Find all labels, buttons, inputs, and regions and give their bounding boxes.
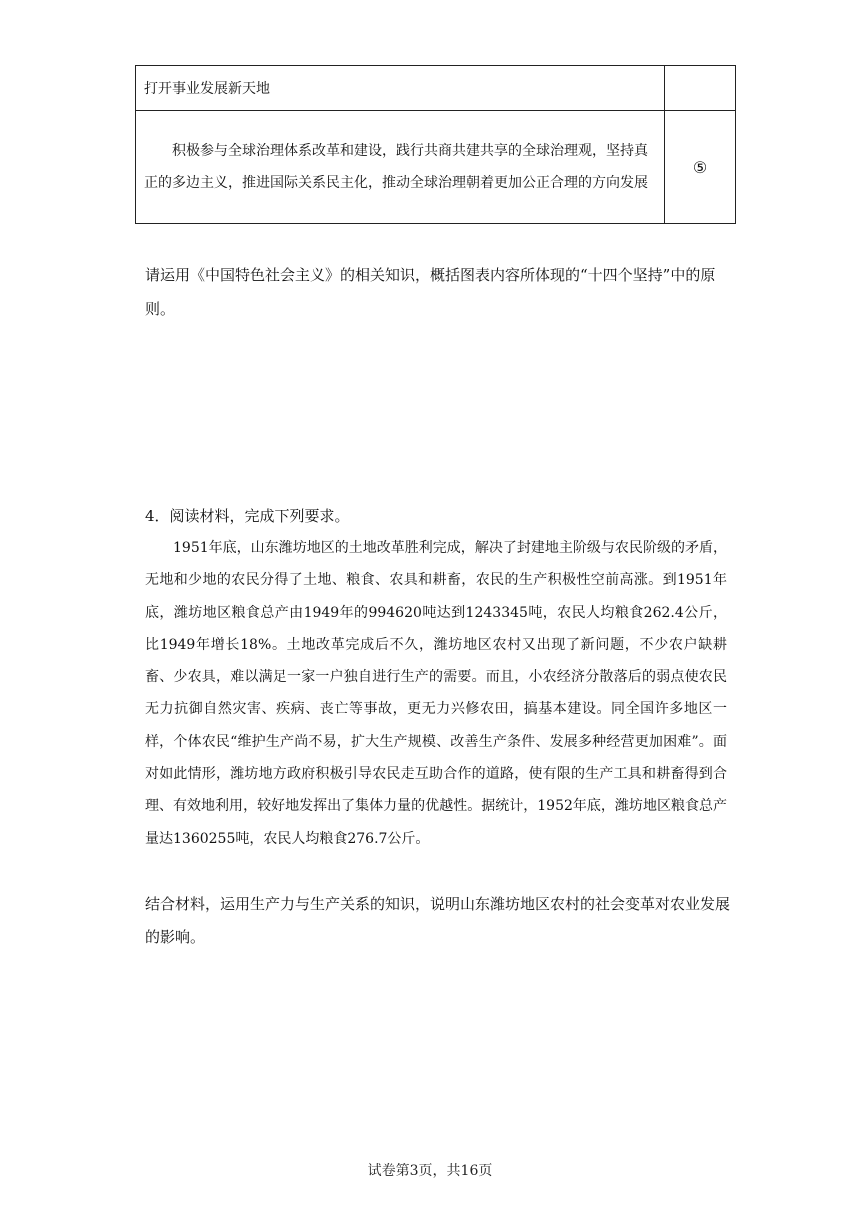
question-4-heading: 4．阅读材料，完成下列要求。 bbox=[145, 507, 350, 525]
table-cell-text bbox=[136, 111, 665, 224]
table-cell-content: 积极参与全球治理体系改革和建设，践行共商共建共享的全球治理观，坚持真正的多边主义，推进国际关系民主化，推动全球治理朝着更加公正合理的方向发展 bbox=[144, 143, 648, 191]
table-cell-text: 打开事业发展新天地 bbox=[136, 66, 665, 111]
page-footer: 试卷第3页，共16页 bbox=[367, 1163, 493, 1179]
principles-table bbox=[135, 65, 736, 224]
question-3-prompt: 请运用《中国特色社会主义》的相关知识，概括图表内容所体现的“十四个坚持”中的原则。 bbox=[145, 266, 716, 318]
material-text: 1951年底，山东潍坊地区的土地改革胜利完成，解决了封建地主阶级与农民阶级的矛盾，无地和少地的农民分得了土地、粮食、农具和耕畜，农民的生产积极性空前高涨。到1951年底，潍坊地区粮食总产由1949年的994620吨达到1243345吨，农民人均粮食262.4公斤，比1949年增长18%。土地改革完成后不久，潍坊地区农村又出现了新问题，不少农户缺耕畜、少农具，难以满足一家一户独自进行生产的需要。而且，小农经济分散落后的弱点使农民无力抗御自然灾害、疾病、丧亡等事故，更无力兴修农田，搞基本建设。同全国许多地区一样，个体农民“维护生产尚不易，扩大生产规模、改善生产条件、发展多种经营更加困难”。面对如此情形，潍坊地方政府积极引导农民走互助合作的道路，使有限的生产工具和耕畜得到合理、有效地利用，较好地发挥出了集体力量的优越性。据统计，1952年底，潍坊地区粮食总产量达1360255吨，农民人均粮食276.7公斤。 bbox=[145, 540, 727, 847]
question-4-material bbox=[145, 532, 727, 855]
table-row bbox=[136, 66, 736, 111]
table-cell-number: ⑤ bbox=[665, 111, 736, 224]
question-4-task: 结合材料，运用生产力与生产关系的知识，说明山东潍坊地区农村的社会变革对农业发展的影响。 bbox=[145, 895, 731, 946]
table-row bbox=[136, 111, 736, 224]
table-cell-number bbox=[665, 66, 736, 111]
